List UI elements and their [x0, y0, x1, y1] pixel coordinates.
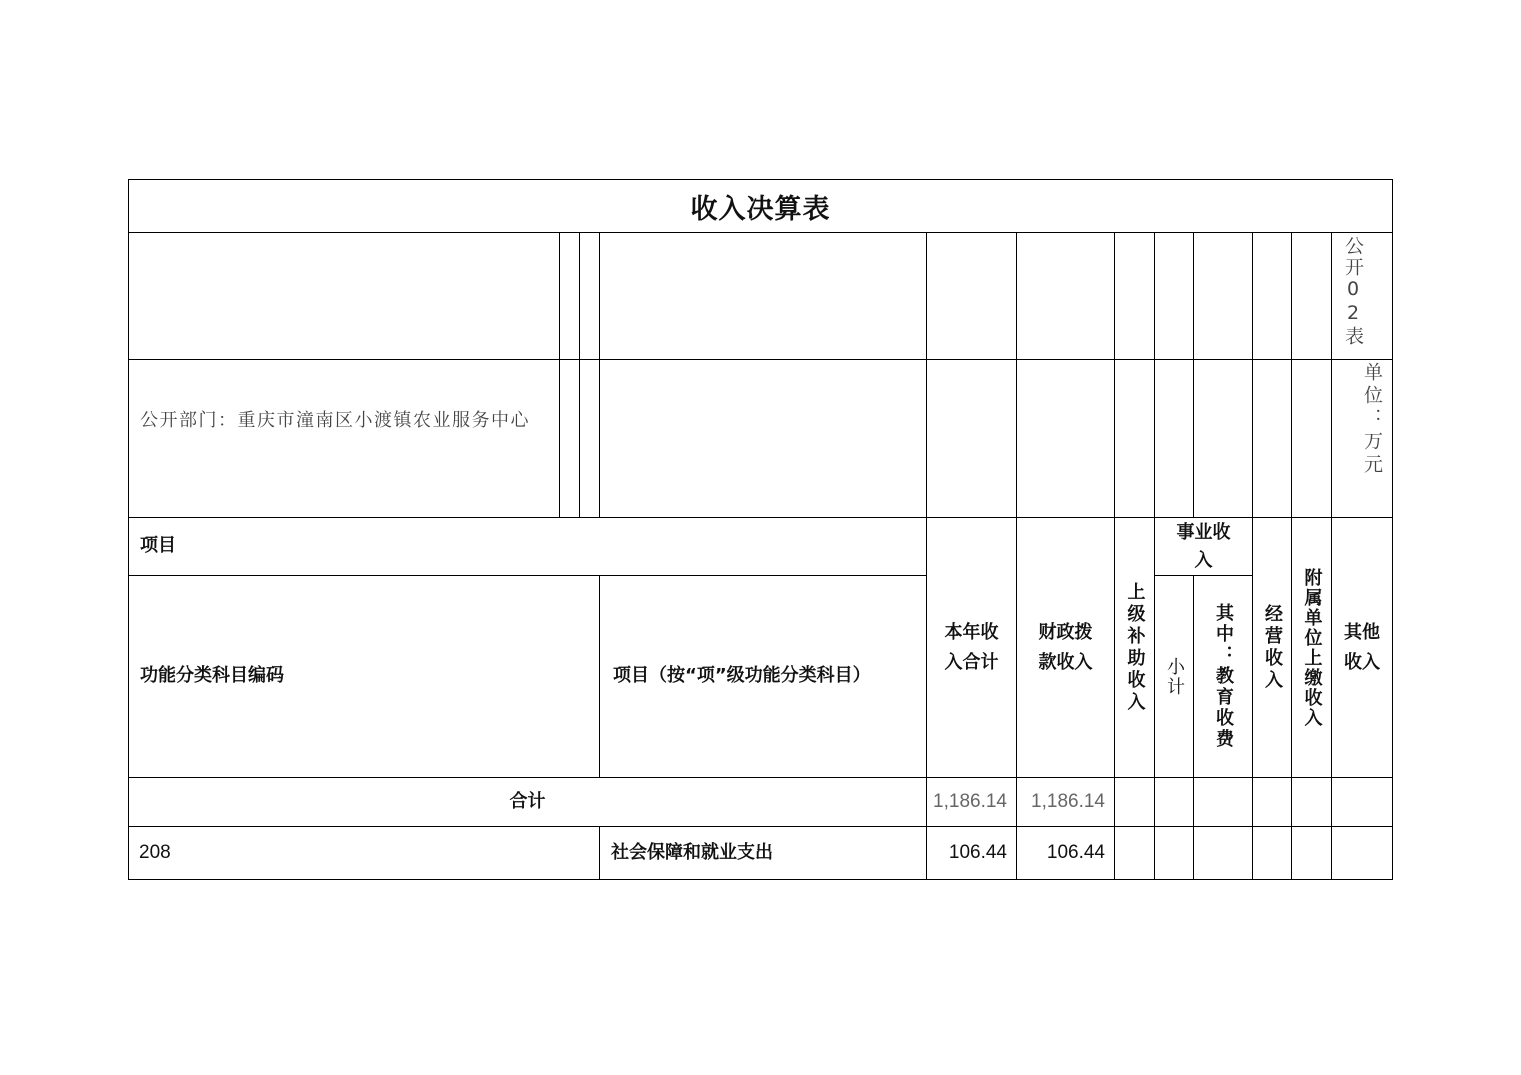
row-fiscal-income: 106.44 — [1046, 842, 1105, 863]
form-number: 公开02表 — [1342, 236, 1364, 347]
grid-line — [599, 575, 600, 778]
header-business-income: 事业收入 — [1176, 521, 1231, 571]
grid-line — [599, 826, 600, 880]
grid-line — [128, 232, 1393, 233]
row-function-code: 208 — [139, 842, 171, 863]
grid-line — [128, 575, 927, 576]
total-row-fiscal-income: 1,186.14 — [1031, 791, 1105, 812]
header-item-name: 项目（按“项”级功能分类科目） — [613, 665, 871, 686]
header-subtotal: 小计 — [1164, 656, 1185, 697]
table-border-right — [1392, 179, 1393, 880]
header-affiliated-income: 附属单位上缴收入 — [1301, 567, 1323, 728]
header-fiscal-income: 财政拨款收入 — [1038, 621, 1093, 673]
department-label: 公开部门：重庆市潼南区小渡镇农业服务中心 — [140, 410, 530, 431]
header-superior-subsidy: 上级补助收入 — [1124, 581, 1146, 714]
total-row-label: 合计 — [509, 791, 546, 812]
row-item-name: 社会保障和就业支出 — [611, 842, 773, 863]
grid-line — [559, 232, 560, 518]
row-total-income: 106.44 — [948, 842, 1007, 863]
table-border-bottom — [128, 879, 1393, 880]
table-border-left — [128, 179, 129, 880]
header-item-group: 项目 — [140, 535, 176, 556]
header-other-income: 其他收入 — [1344, 621, 1380, 673]
header-function-code: 功能分类科目编码 — [140, 665, 284, 686]
header-total-income: 本年收入合计 — [944, 621, 999, 673]
grid-line — [579, 232, 580, 518]
unit-label: 单位：万元 — [1361, 362, 1383, 477]
table-title: 收入决算表 — [690, 193, 831, 225]
header-operating-income: 经营收入 — [1262, 603, 1283, 692]
grid-line — [128, 359, 1393, 360]
grid-line — [1193, 232, 1194, 518]
total-row-total-income: 1,186.14 — [933, 791, 1007, 812]
grid-line — [599, 232, 600, 518]
header-education-fee: 其中：教育收费 — [1213, 603, 1234, 750]
